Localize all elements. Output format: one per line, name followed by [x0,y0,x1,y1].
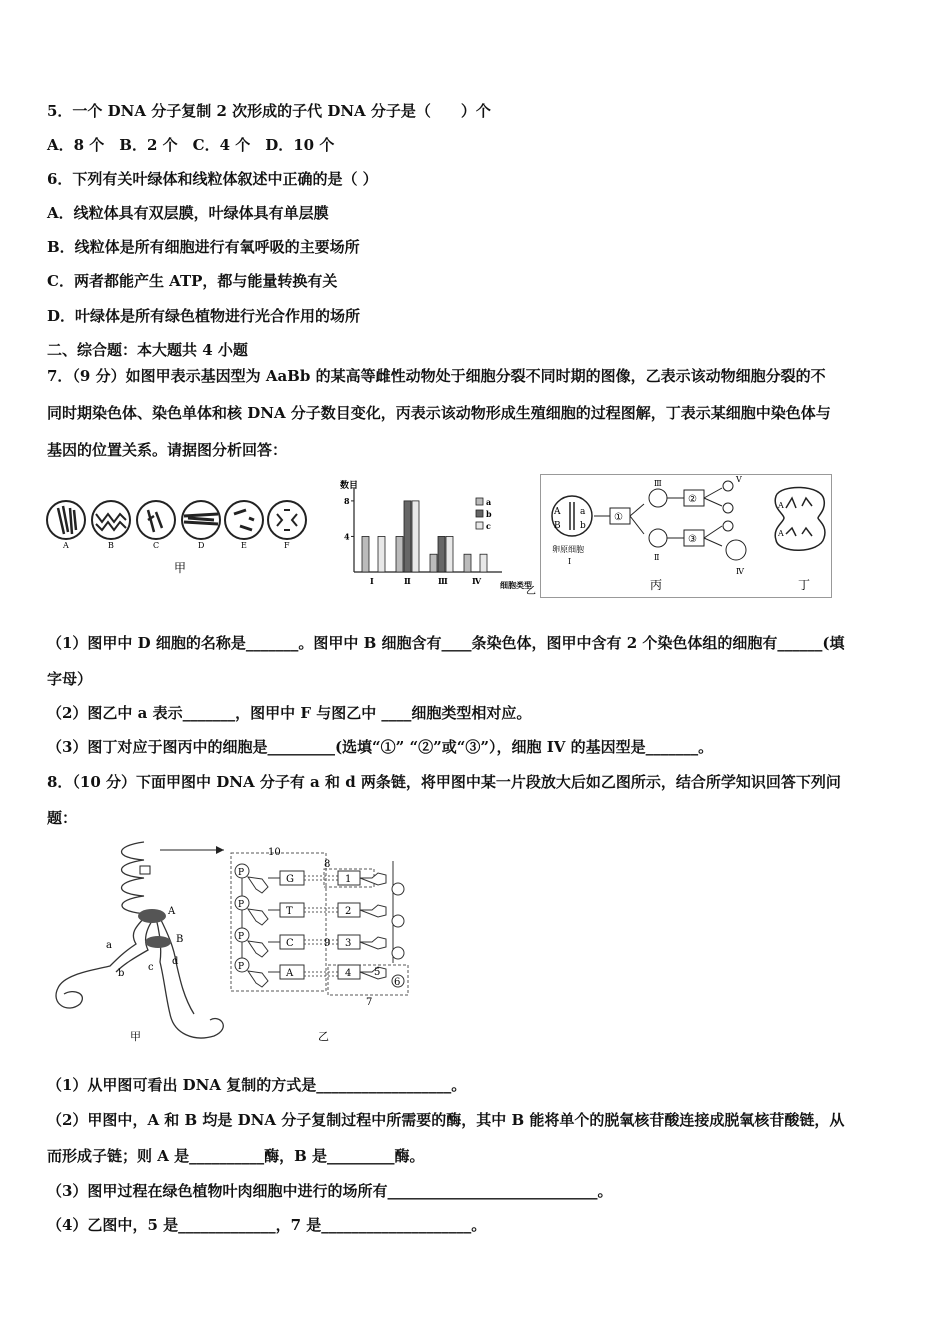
ding-caption: 丁 [798,578,811,592]
fork-box [140,866,150,874]
phosphate-2: P [238,900,245,910]
q5-options: A．8 个 B．2 个 C．4 个 D．10 个 [47,136,335,154]
enzyme-A [138,909,166,923]
legend-label-b: b [486,509,492,519]
q7-sub2: （2）图乙中 a 表示_______，图甲中 F 与图乙中 ____细胞类型相对应。 [47,704,532,722]
q7-stem-line2: 同时期染色体、染色单体和核 DNA 分子数目变化，丙表示该动物形成生殖细胞的过程图解，丁表示某细胞中染色体与 [47,404,831,422]
num-8: 8 [324,859,331,870]
cell-D [182,501,220,539]
num-4: 4 [345,968,352,979]
step-1-label: ① [614,512,623,523]
gene-A: A [554,507,561,517]
ding-cell [775,487,825,550]
q7-stem-line3: 基因的位置关系。请据图分析回答： [47,441,288,459]
roman-V: Ⅴ [736,475,742,484]
q6-option-c: C．两者都能产生 ATP，都与能量转换有关 [47,272,338,290]
q6-option-b: B．线粒体是所有细胞进行有氧呼吸的主要场所 [47,238,360,256]
num-7: 7 [366,997,373,1008]
q8-figure-jia [44,838,240,1048]
q7-figure-bing-ding [540,474,832,598]
right-strand [360,873,404,987]
cell-label-E: E [241,541,247,550]
chart-ylabel: 数目 [340,481,359,491]
base-C: C [286,938,294,949]
chart-ytick: 4 [344,531,350,542]
roman-I: Ⅰ [568,557,572,566]
ding-gene-A-2: A [778,529,784,538]
cell-E [225,501,263,539]
q8-stem-line2: 题： [47,809,78,827]
q7-figure-jia [44,490,314,580]
chart-xlabel: 细胞类型 [500,580,532,590]
oogonium-cell [552,496,592,536]
legend-label-c: c [486,521,491,531]
gene-a: a [580,507,586,517]
bing-ding-frame [541,475,832,598]
cell-label-B: B [108,541,114,550]
step-3-label: ③ [688,534,697,545]
cell-A [47,501,85,539]
polar-body-2 [723,503,733,513]
q7-sub1-line1: （1）图甲中 D 细胞的名称是_______。图甲中 B 细胞含有____条染色体，图甲中含有 2 个染色体组的细胞有______(填 [47,634,845,652]
num-6: 6 [394,977,401,988]
legend-swatch-c [476,522,483,529]
label-d: d [172,956,179,967]
cell-F [268,501,306,539]
ding-gene-A: A [778,501,784,510]
chart-xtick: Ⅳ [472,576,482,586]
step-2-label: ② [688,494,697,505]
polar-body-1 [723,481,733,491]
left-strand [235,864,268,987]
q8-sub2-line2: 而形成子链；则 A 是__________酶，B 是_________酶。 [47,1147,425,1165]
label-a: a [106,940,112,951]
chart-xtick: Ⅲ [438,576,448,586]
chart-bar-a-2 [430,554,437,572]
chart-bar-c-2 [446,536,453,572]
roman-III: Ⅲ [654,479,662,488]
q8-sub1: （1）从甲图可看出 DNA 复制的方式是__________________。 [47,1076,467,1094]
chart-bar-c-3 [480,554,487,572]
cell-label-C: C [153,541,160,550]
phosphate-1: P [238,868,245,878]
label-b: b [118,968,125,979]
jia-caption: 甲 [174,561,187,575]
chart-bar-b-1 [404,501,411,572]
egg-cell-IV [726,540,746,560]
num-5: 5 [374,967,381,978]
chart-bar-a-1 [396,536,403,572]
q8-figure-yi [228,845,423,1045]
q6-stem: 6．下列有关叶绿体和线粒体叙述中正确的是（ ） [47,170,378,188]
chart-bar-a-0 [362,536,369,572]
label-c: c [148,962,154,973]
oogonium-label: 卵原细胞 [552,545,584,554]
chart-xtick: Ⅰ [370,576,374,586]
q8-sub4: （4）乙图中，5 是_____________，7 是____________________。 [47,1216,487,1234]
q5-stem: 5．一个 DNA 分子复制 2 次形成的子代 DNA 分子是（ ）个 [47,102,491,120]
label-B: B [176,934,184,945]
q6-option-a: A．线粒体具有双层膜，叶绿体具有单层膜 [47,204,329,222]
chart-caption-yi: 乙 [526,586,536,597]
legend-label-a: a [486,497,492,507]
roman-II: Ⅱ [654,553,660,562]
base-T: T [286,906,293,917]
cell-III [649,529,667,547]
phosphate-4: P [238,962,245,972]
q7-chart-yi [330,476,545,601]
chart-bar-b-2 [438,536,445,572]
cell-C [137,501,175,539]
cell-label-D: D [198,541,205,550]
gene-B: B [554,521,561,531]
q7-stem-line1: 7．（9 分）如图甲表示基因型为 AaBb 的某高等雌性动物处于细胞分裂不同时期的图像，乙表示该动物细胞分裂的不 [47,367,826,385]
num-2: 2 [345,906,352,917]
label-A: A [168,906,176,917]
num-9: 9 [324,938,331,949]
cell-B [92,501,130,539]
q7-sub3: （3）图丁对应于图丙中的细胞是_________(选填“①” “②”或“③”），细胞 IV 的基因型是_______。 [47,738,714,756]
section-2-heading: 二、综合题：本大题共 4 小题 [47,341,248,359]
jia-caption-q8: 甲 [130,1030,141,1043]
q6-option-d: D．叶绿体是所有绿色植物进行光合作用的场所 [47,307,361,325]
legend-swatch-b [476,510,483,517]
cell-II [649,489,667,507]
chart-bar-c-0 [378,536,385,572]
cell-label-F: F [284,541,290,550]
q7-sub1-line2: 字母） [47,670,93,688]
q8-stem-line1: 8．（10 分）下面甲图中 DNA 分子有 a 和 d 两条链，将甲图中某一片段放大后如乙图所示，结合所学知识回答下列问 [47,773,841,791]
q8-sub3: （3）图甲过程在绿色植物叶肉细胞中进行的场所有____________________________。 [47,1182,613,1200]
chart-xtick: Ⅱ [404,576,411,586]
gene-b: b [580,521,586,531]
base-A: A [286,968,294,979]
num-10: 10 [268,847,281,858]
bing-caption: 丙 [650,578,663,592]
roman-IV: Ⅳ [736,567,744,576]
chart-bar-c-1 [412,501,419,572]
phosphate-3: P [238,932,245,942]
polar-body-3 [723,521,733,531]
chart-bar-a-3 [464,554,471,572]
num-3: 3 [345,938,352,949]
legend-swatch-a [476,498,483,505]
chart-ytick: 8 [344,495,350,506]
yi-caption-q8: 乙 [318,1030,329,1043]
cell-label-A: A [63,541,69,550]
num-1: 1 [345,874,352,885]
enzyme-B [145,936,171,948]
base-G: G [286,874,294,885]
q8-sub2-line1: （2）甲图中，A 和 B 均是 DNA 分子复制过程中所需要的酶，其中 B 能将单个的脱氧核苷酸连接成脱氧核苷酸链，从 [47,1111,845,1129]
